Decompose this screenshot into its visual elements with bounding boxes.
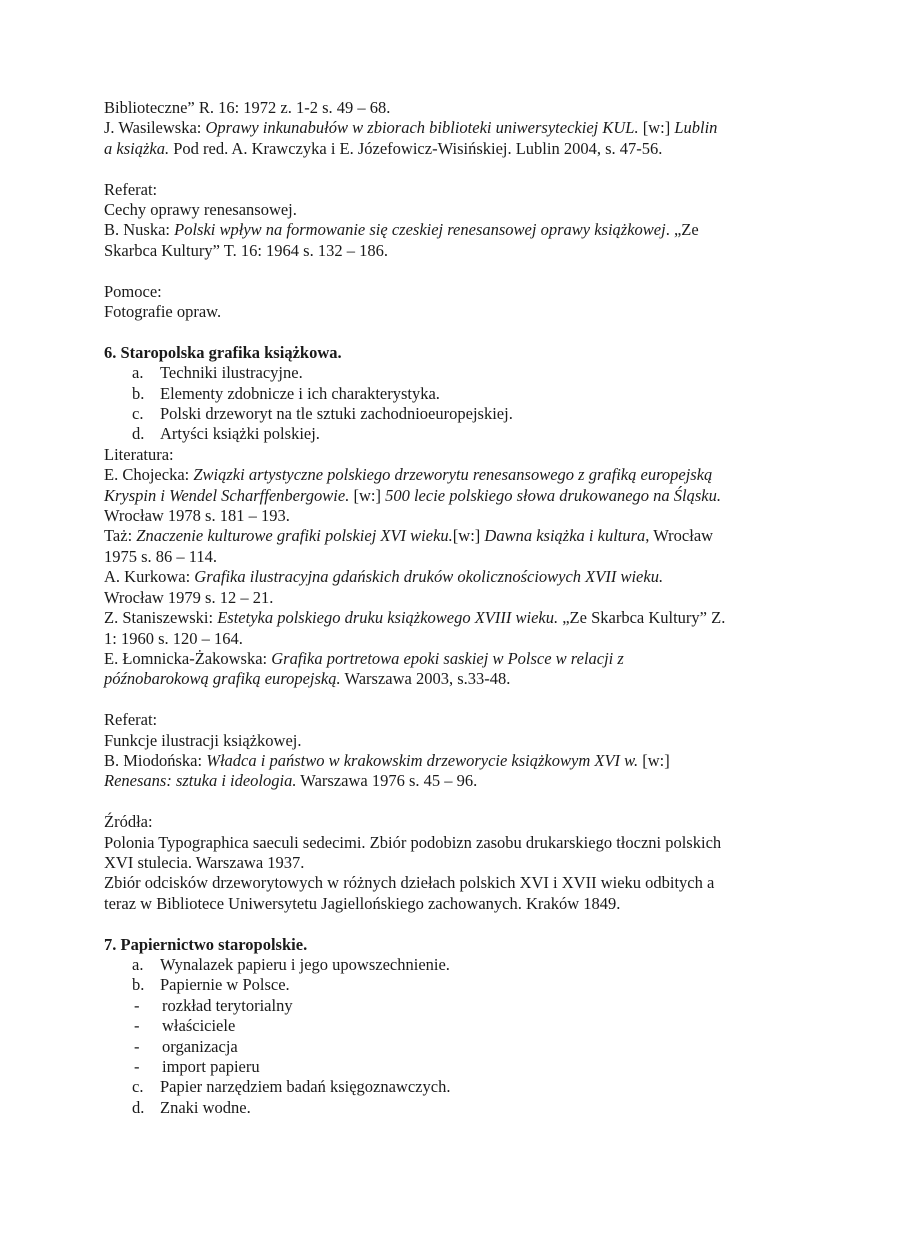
list-text: Papiernie w Polsce. [160, 975, 290, 995]
list-marker: b. [132, 383, 145, 403]
list-marker: - [134, 995, 140, 1015]
bib-line: Wrocław 1979 s. 12 – 21. [104, 587, 274, 607]
list-item [104, 975, 866, 995]
bib-text: , Wrocław [645, 526, 714, 546]
bib-line [104, 771, 866, 791]
bib-author: J. Wasilewska: [104, 118, 206, 138]
bib-text: [w:] [638, 750, 670, 770]
list-marker: c. [132, 1077, 144, 1097]
bib-title: Lublin [674, 118, 718, 138]
bib-title: Renesans: sztuka i ideologia. [104, 771, 297, 791]
list-item [104, 1098, 866, 1118]
bib-line [104, 118, 866, 138]
list-text: Wynalazek papieru i jego upowszechnienie. [160, 954, 450, 974]
referat-label: Referat: [104, 710, 158, 730]
bib-line: Skarbca Kultury” T. 16: 1964 s. 132 – 186. [104, 240, 388, 260]
list-item [104, 384, 866, 404]
bib-author: Z. Staniszewski: [104, 608, 218, 628]
bib-title: Dawna książka i kultura [484, 526, 646, 546]
list-marker: - [134, 1057, 140, 1076]
list-text: Techniki ilustracyjne. [160, 363, 303, 383]
list-item [104, 955, 866, 975]
pomoce-label: Pomoce: [104, 281, 162, 301]
list-marker: - [134, 1016, 140, 1036]
bib-text: . „Ze [665, 220, 699, 240]
bib-title: Grafika portretowa epoki saskiej w Polsce w relacji z [271, 648, 624, 668]
list-marker: d. [132, 424, 145, 444]
bib-line [104, 526, 866, 546]
list-marker: a. [132, 363, 144, 383]
list-item [104, 996, 866, 1016]
section-heading: 7. Papiernictwo staropolskie. [104, 934, 308, 954]
bib-title: Oprawy inkunabułów w zbiorach biblioteki uniwersyteckiej KUL. [205, 118, 639, 138]
bib-title: Polski wpływ na formowanie się czeskiej renesansowej oprawy książkowej [174, 220, 666, 240]
list-marker: - [134, 1036, 140, 1056]
pomoce-text: Fotografie opraw. [104, 302, 222, 322]
bib-title: Estetyka polskiego druku książkowego XVIII wieku. [217, 608, 559, 628]
referat-topic: Funkcje ilustracji książkowej. [104, 730, 302, 750]
bib-line [104, 465, 866, 485]
list-item [104, 404, 866, 424]
list-item [104, 363, 866, 383]
list-text: import papieru [162, 1057, 260, 1076]
bib-author: A. Kurkowa: [104, 567, 195, 587]
bib-title: Znaczenie kulturowe grafiki polskiej XVI wieku. [136, 526, 453, 546]
bib-author: E. Chojecka: [104, 465, 194, 485]
referat-label: Referat: [104, 179, 158, 199]
bib-line [104, 220, 866, 240]
source-line: XVI stulecia. Warszawa 1937. [104, 852, 305, 872]
bib-line [104, 567, 866, 587]
section-heading: 6. Staropolska grafika książkowa. [104, 342, 342, 362]
bib-title: 500 lecie polskiego słowa drukowanego na Śląsku. [385, 485, 722, 505]
bib-author: E. Łomnicka-Żakowska: [104, 648, 272, 668]
sources-label: Źródła: [104, 812, 153, 832]
list-item [104, 1037, 866, 1057]
source-line: Zbiór odcisków drzeworytowych w różnych dziełach polskich XVI i XVII wieku odbitych a [104, 873, 715, 893]
bib-text: [w:] [452, 526, 485, 546]
bib-line: 1: 1960 s. 120 – 164. [104, 628, 243, 648]
bib-author: B. Miodońska: [104, 750, 207, 770]
bib-title: Kryspin i Wendel Scharffenbergowie. [104, 485, 350, 505]
bib-title: a książka. [104, 138, 170, 158]
bib-author: B. Nuska: [104, 220, 175, 240]
bib-line [104, 649, 866, 669]
list-item [104, 424, 866, 444]
list-text: organizacja [162, 1036, 238, 1056]
bib-author: Taż: [104, 526, 137, 546]
list-text: Znaki wodne. [160, 1097, 251, 1117]
list-text: Papier narzędziem badań księgoznawczych. [160, 1077, 451, 1097]
bib-line: Wrocław 1978 s. 181 – 193. [104, 506, 290, 526]
list-item [104, 1077, 866, 1097]
bib-title: późnobarokową grafiką europejską. [104, 669, 341, 689]
bib-line [104, 751, 866, 771]
bib-line [104, 669, 866, 689]
bib-text: [w:] [638, 118, 675, 138]
list-text: Artyści książki polskiej. [160, 424, 320, 444]
bib-line [104, 608, 866, 628]
source-line: teraz w Bibliotece Uniwersytetu Jagiellońskiego zachowanych. Kraków 1849. [104, 893, 621, 913]
list-marker: b. [132, 975, 145, 995]
list-text: właściciele [162, 1016, 236, 1036]
bib-text: Warszawa 2003, s.33-48. [340, 669, 511, 689]
bib-line [104, 139, 866, 159]
bib-text: Warszawa 1976 s. 45 – 96. [296, 771, 478, 791]
bib-line [104, 486, 866, 506]
bib-text: Biblioteczne” R. 16: 1972 z. 1-2 s. 49 – 68. [104, 98, 391, 117]
bib-title: Związki artystyczne polskiego drzeworytu renesansowego z grafiką europejską [193, 465, 713, 485]
list-item [104, 1057, 866, 1077]
list-text: rozkład terytorialny [162, 995, 293, 1015]
list-marker: c. [132, 404, 144, 424]
bib-title: Grafika ilustracyjna gdańskich druków okolicznościowych XVII wieku. [194, 567, 664, 587]
list-text: Polski drzeworyt na tle sztuki zachodnioeuropejskiej. [160, 404, 513, 424]
source-line: Polonia Typographica saeculi sedecimi. Zbiór podobizn zasobu drukarskiego tłoczni polskich [104, 832, 722, 852]
literature-label: Literatura: [104, 444, 174, 464]
bib-text: „Ze Skarbca Kultury” Z. [558, 608, 726, 628]
bib-line [104, 98, 866, 118]
list-text: Elementy zdobnicze i ich charakterystyka. [160, 383, 440, 403]
referat-topic: Cechy oprawy renesansowej. [104, 200, 297, 220]
bib-text: [w:] [349, 485, 386, 505]
list-marker: a. [132, 954, 144, 974]
bib-line: 1975 s. 86 – 114. [104, 546, 218, 566]
bib-title: Władca i państwo w krakowskim drzeworycie książkowym XVI w. [206, 750, 639, 770]
list-item [104, 1016, 866, 1036]
bib-text: Pod red. A. Krawczyka i E. Józefowicz-Wisińskiej. Lublin 2004, s. 47-56. [169, 138, 663, 158]
list-marker: d. [132, 1097, 145, 1117]
